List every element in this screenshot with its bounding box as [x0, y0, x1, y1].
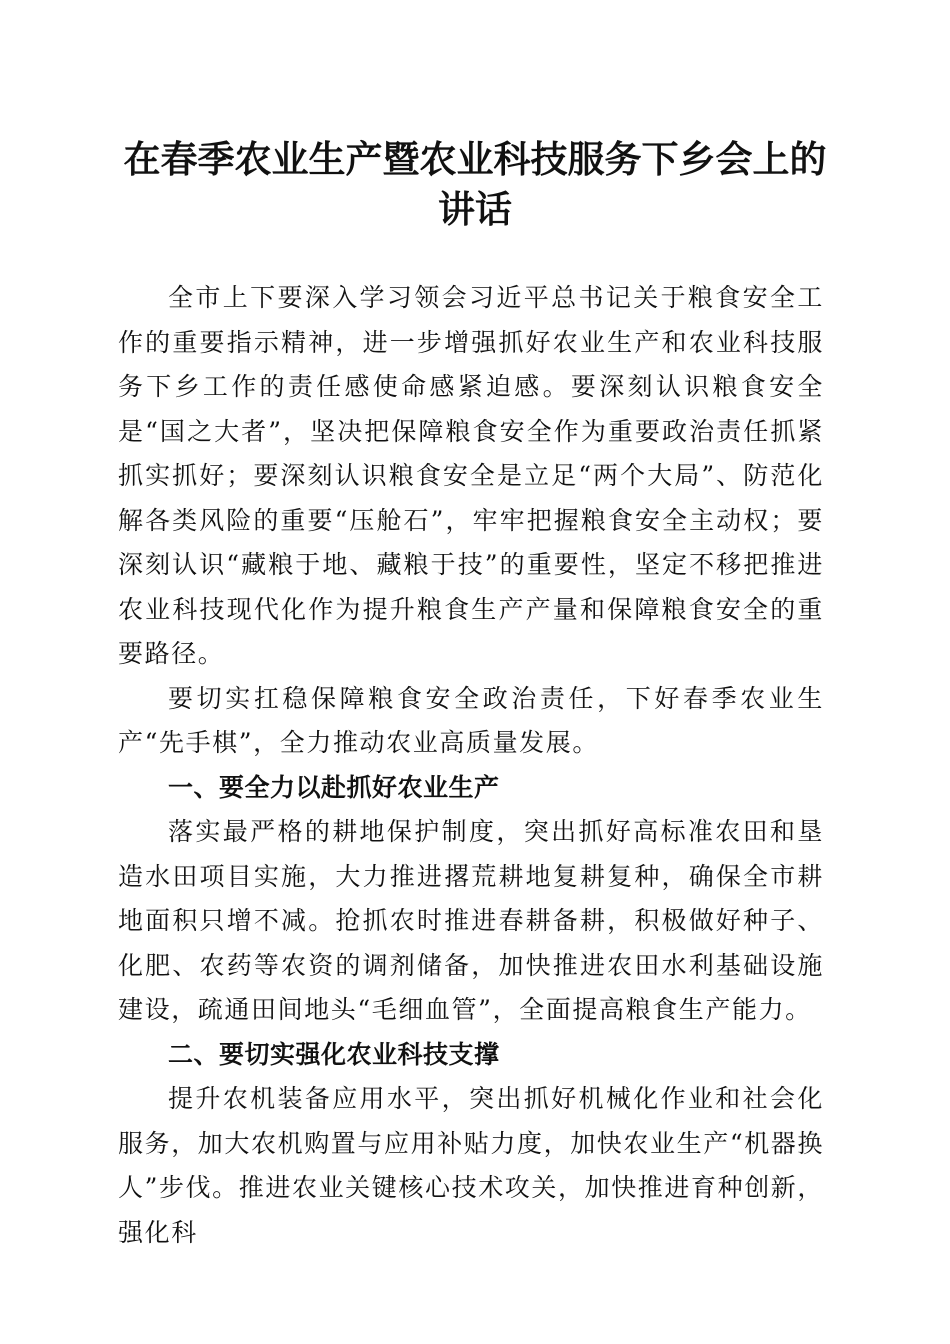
- section-heading: 二、要切实强化农业科技支撑: [168, 1039, 500, 1069]
- section-heading: 一、要全力以赴抓好农业生产: [168, 772, 500, 802]
- body-paragraph: 全市上下要深入学习领会习近平总书记关于粮食安全工作的重要指示精神，进一步增强抓好农业生产和农业科技服务下乡工作的责任感使命感紧迫感。要深刻认识粮食安全是“国之大者”，坚决把保障粮食安全作为重要政治责任抓紧抓实抓好；要深刻认识粮食安全是立足“两个大局”、防范化解各类风险的重要“压舱石”，牢牢把握粮食安全主动权；要深刻认识“藏粮于地、藏粮于技”的重要性，坚定不移把推进农业科技现代化作为提升粮食生产产量和保障粮食安全的重要路径。: [118, 283, 824, 668]
- document-body: [118, 276, 824, 1255]
- document-title: 在春季农业生产暨农业科技服务下乡会上的讲话: [123, 137, 827, 231]
- body-paragraph: 要切实扛稳保障粮食安全政治责任，下好春季农业生产“先手棋”，全力推动农业高质量发展。: [118, 683, 824, 757]
- section-paragraph: 提升农机装备应用水平，突出抓好机械化作业和社会化服务，加大农机购置与应用补贴力度，加快农业生产“机器换人”步伐。推进农业关键核心技术攻关，加快推进育种创新，强化科: [118, 1084, 824, 1247]
- section-paragraph: 落实最严格的耕地保护制度，突出抓好高标准农田和垦造水田项目实施，大力推进撂荒耕地复耕复种，确保全市耕地面积只增不减。抢抓农时推进春耕备耕，积极做好种子、化肥、农药等农资的调剂储备，加快推进农田水利基础设施建设，疏通田间地头“毛细血管”，全面提高粮食生产能力。: [118, 817, 824, 1024]
